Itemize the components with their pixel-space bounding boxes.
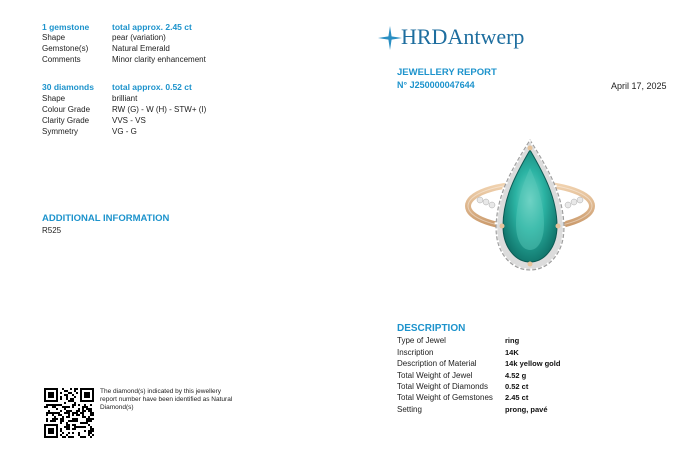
diamonds-clarity-value: VVS - VS	[112, 116, 146, 125]
gemstone-type-label: Gemstone(s)	[42, 44, 89, 53]
additional-info-section	[42, 213, 322, 243]
description-heading: DESCRIPTION	[397, 323, 466, 334]
ring-image	[440, 118, 620, 298]
qr-code[interactable]	[44, 388, 94, 438]
diamonds-colour-label: Colour Grade	[42, 105, 91, 114]
desc-type-value: ring	[505, 336, 520, 345]
diamonds-heading: 30 diamonds	[42, 82, 94, 92]
gemstone-shape-label: Shape	[42, 33, 66, 42]
gemstone-total: total approx. 2.45 ct	[112, 22, 192, 32]
desc-inscription-label: Inscription	[397, 348, 434, 357]
gemstone-heading: 1 gemstone	[42, 22, 90, 32]
desc-material-label: Description of Material	[397, 359, 477, 368]
desc-gemstones-weight-label: Total Weight of Gemstones	[397, 393, 493, 402]
desc-diamonds-weight-value: 0.52 ct	[505, 382, 529, 391]
sparkle-star-icon	[378, 26, 402, 50]
ring-photo	[440, 118, 620, 298]
desc-type-label: Type of Jewel	[397, 336, 446, 345]
report-date: April 17, 2025	[611, 81, 667, 91]
qr-note: The diamond(s) indicated by this jewellery report number have been identified as Natural Diamond(s)	[100, 388, 233, 411]
desc-diamonds-weight-label: Total Weight of Diamonds	[397, 382, 489, 391]
diamonds-symmetry-label: Symmetry	[42, 127, 78, 136]
hrd-logo	[378, 24, 538, 52]
gemstone-shape-value: pear (variation)	[112, 33, 166, 42]
gemstone-comments-label: Comments	[42, 55, 81, 64]
diamonds-shape-label: Shape	[42, 94, 66, 103]
logo-text: HRDAntwerp	[401, 24, 525, 49]
desc-gemstones-weight-value: 2.45 ct	[505, 393, 529, 402]
additional-info-heading: ADDITIONAL INFORMATION	[42, 213, 170, 224]
additional-info-value: R525	[42, 226, 62, 235]
desc-jewel-weight-value: 4.52 g	[505, 371, 527, 380]
desc-inscription-value: 14K	[505, 348, 519, 357]
report-number: N° J250000047644	[397, 80, 475, 90]
gemstone-comments-value: Minor clarity enhancement	[112, 55, 206, 64]
diamonds-shape-value: brilliant	[112, 94, 138, 103]
desc-setting-value: prong, pavé	[505, 405, 548, 414]
gemstone-type-value: Natural Emerald	[112, 44, 170, 53]
diamonds-section	[42, 81, 322, 141]
qr-code-icon	[44, 388, 94, 438]
report-title: JEWELLERY REPORT	[397, 67, 497, 78]
report-header	[397, 67, 677, 97]
desc-material-value: 14k yellow gold	[505, 359, 561, 368]
desc-setting-label: Setting	[397, 405, 422, 414]
diamonds-symmetry-value: VG - G	[112, 127, 137, 136]
diamonds-clarity-label: Clarity Grade	[42, 116, 90, 125]
desc-jewel-weight-label: Total Weight of Jewel	[397, 371, 473, 380]
gemstone-section	[42, 21, 322, 81]
diamonds-colour-value: RW (G) - W (H) - STW+ (I)	[112, 105, 207, 114]
description-section	[397, 323, 677, 423]
diamonds-total: total approx. 0.52 ct	[112, 82, 192, 92]
